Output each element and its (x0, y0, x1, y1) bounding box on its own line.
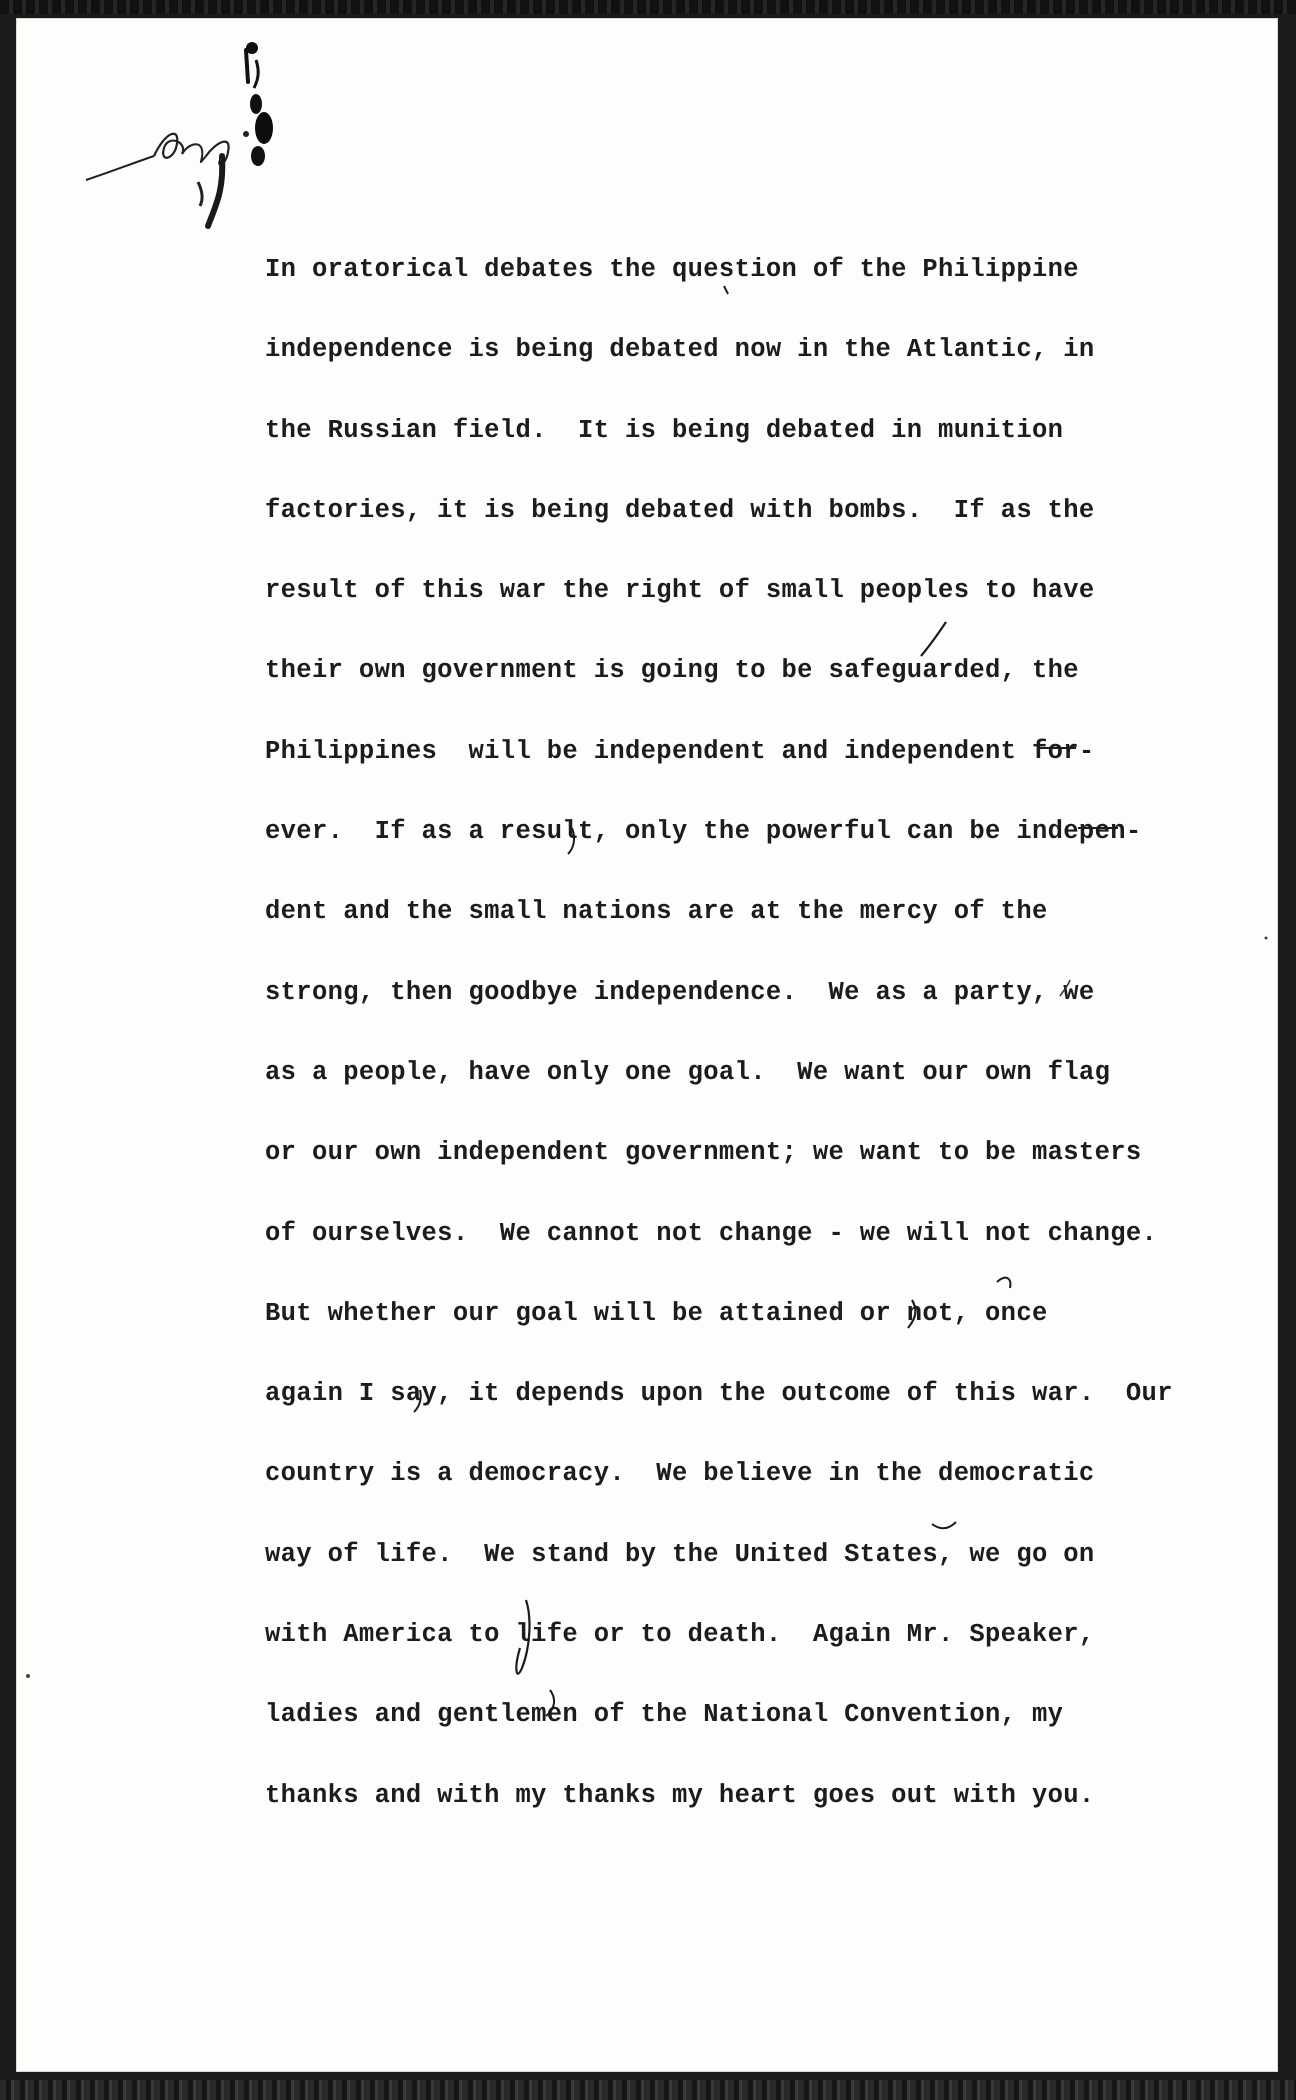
scan-border-top (0, 0, 1296, 14)
text-line: Philippines will be independent and independent for- (265, 736, 1095, 766)
typed-body-text (265, 243, 1275, 1849)
scan-border-bottom (0, 2080, 1296, 2100)
text-line: or our own independent government; we want to be masters (265, 1138, 1142, 1168)
text-line: independence is being debated now in the Atlantic, in (265, 335, 1095, 365)
text-line: their own government is going to be safeguarded, the (265, 656, 1079, 686)
text-line: In oratorical debates the question of the Philippine (265, 255, 1079, 284)
text-line: with America to life or to death. Again Mr. Speaker, (265, 1620, 1095, 1650)
document-page (16, 18, 1278, 2072)
text-line: thanks and with my thanks my heart goes out with you. (265, 1780, 1095, 1810)
text-line: again I say, it depends upon the outcome of this war. Our (265, 1379, 1173, 1409)
text-line: ladies and gentlemen of the National Convention, my (265, 1700, 1064, 1730)
text-line: as a people, have only one goal. We want our own flag (265, 1057, 1111, 1087)
handwritten-initials (56, 30, 286, 240)
text-line: way of life. We stand by the United States, we go on (265, 1539, 1095, 1569)
text-line: dent and the small nations are at the mercy of the (265, 897, 1048, 927)
text-line: the Russian field. It is being debated in munition (265, 415, 1064, 445)
text-line: But whether our goal will be attained or not, once (265, 1298, 1048, 1328)
text-line: factories, it is being debated with bombs. If as the (265, 495, 1095, 525)
text-line: ever. If as a result, only the powerful can be indepen- (265, 817, 1142, 847)
text-line: strong, then goodbye independence. We as a party, we (265, 977, 1095, 1007)
text-line: result of this war the right of small peoples to have (265, 576, 1095, 606)
text-line: of ourselves. We cannot not change - we will not change. (265, 1218, 1158, 1248)
text-line: country is a democracy. We believe in the democratic (265, 1459, 1095, 1489)
